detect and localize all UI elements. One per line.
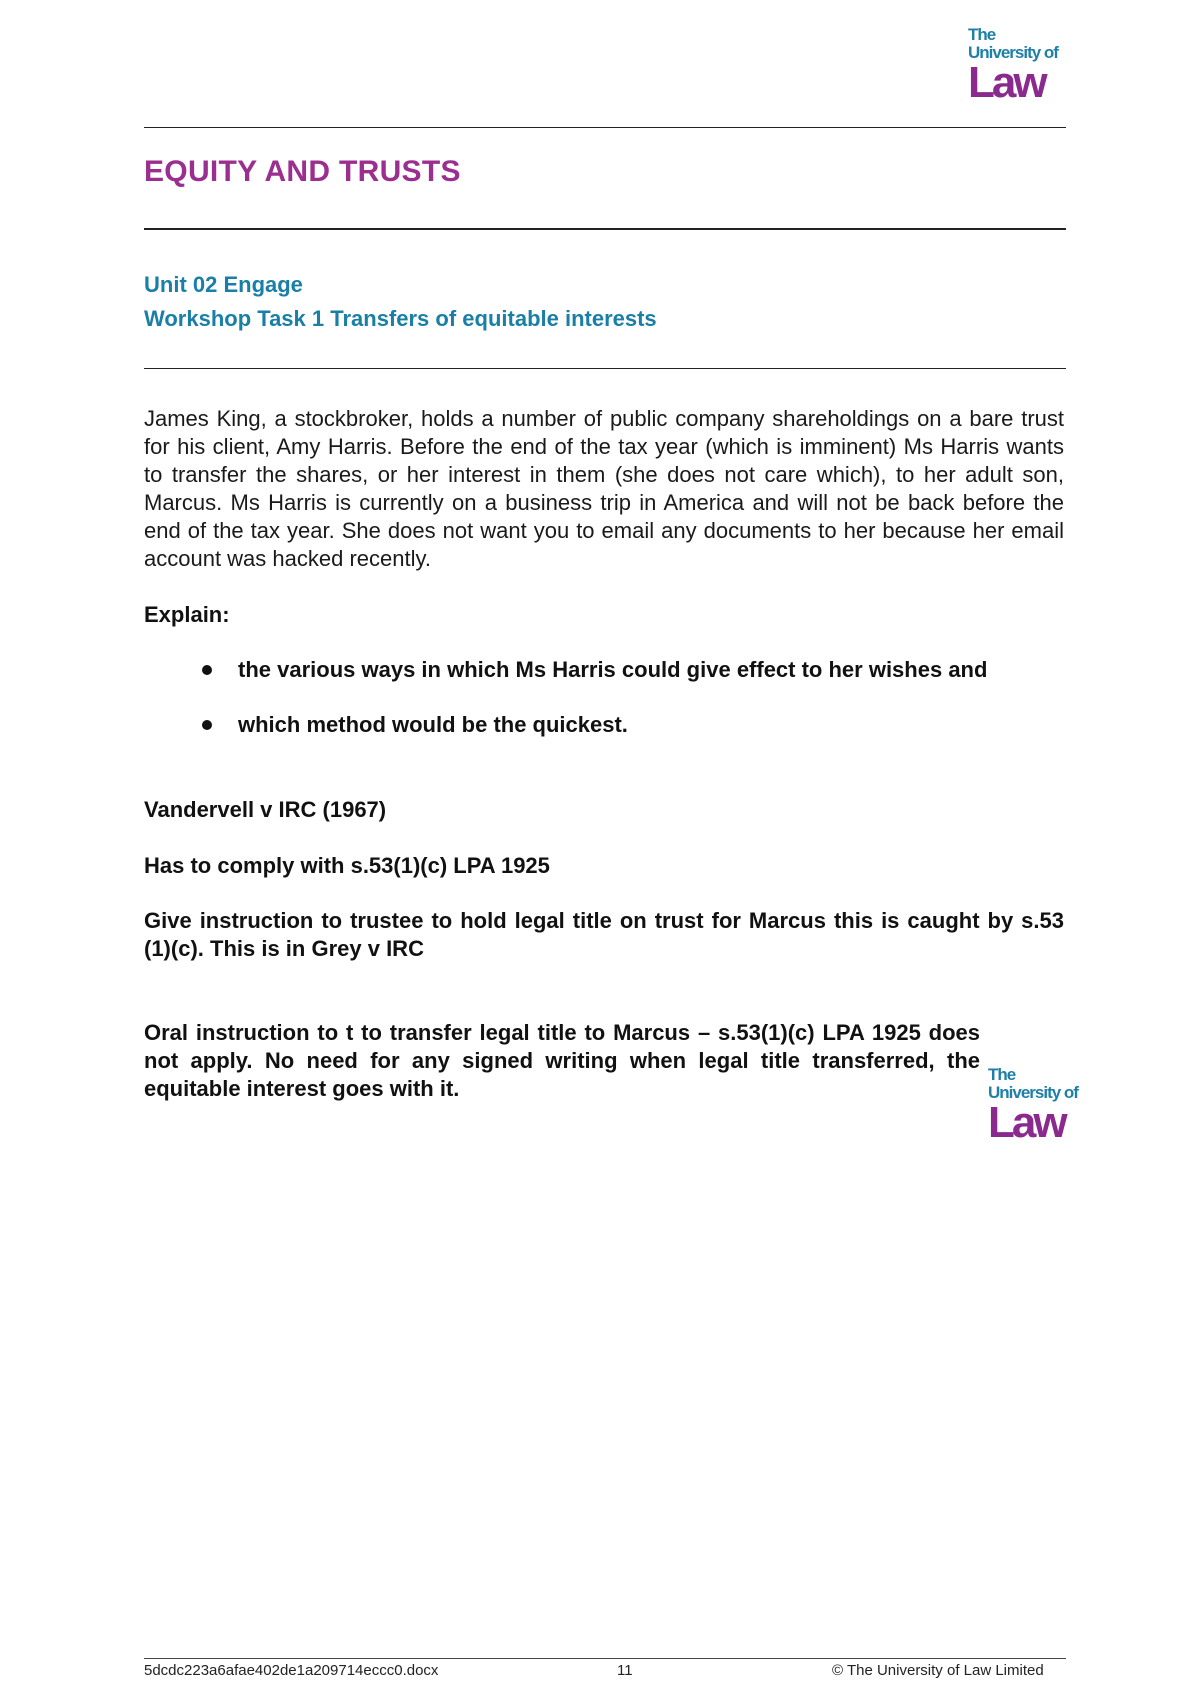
note-case: Vandervell v IRC (1967) xyxy=(144,797,387,822)
list-item xyxy=(144,711,1064,739)
note-comply: Has to comply with s.53(1)(c) LPA 1925 xyxy=(144,853,550,878)
footer-page-number: 11 xyxy=(617,1662,633,1679)
scenario-paragraph: James King, a stockbroker, holds a number of public company shareholdings on a bare trust for his client, Amy Harris. Before the end of the tax year (which is imminent) Ms Harris wants to transfer the shares, or her interest in them (she does not care which), to her adult son, Marcus. Ms Harris is currently on a business trip in America and will not be back before the end of the tax year. She does not want you to email any documents to her because her email account was hacked recently. xyxy=(144,406,1064,571)
unit-heading: Unit 02 Engage xyxy=(144,272,303,297)
list-item-text: the various ways in which Ms Harris could give effect to her wishes and xyxy=(238,657,988,682)
explain-label: Explain: xyxy=(144,602,230,627)
bullet-icon xyxy=(202,665,212,675)
header-divider xyxy=(144,127,1066,128)
logo-line-university: University of xyxy=(988,1083,1078,1102)
logo-line-the: The xyxy=(968,25,996,44)
logo-line-law: Law xyxy=(968,58,1045,107)
note-oral-instruction-text: Oral instruction to t to transfer legal title to Marcus – s.53(1)(c) LPA 1925 does not apply. No need for any signed writing when legal title transferred, the equitable interest goes with it. xyxy=(144,1020,980,1101)
university-of-law-logo xyxy=(968,25,1058,107)
logo-line-the: The xyxy=(988,1065,1016,1084)
footer-divider xyxy=(144,1658,1066,1659)
logo-line-law: Law xyxy=(988,1098,1065,1147)
university-of-law-logo-secondary xyxy=(988,1065,1078,1147)
note-oral-instruction xyxy=(144,1019,1064,1103)
list-item-text: which method would be the quickest. xyxy=(238,712,628,737)
title-divider xyxy=(144,228,1066,230)
bullet-icon xyxy=(202,720,212,730)
section-divider xyxy=(144,368,1066,369)
footer-filename: 5dcdc223a6afae402de1a209714eccc0.docx xyxy=(144,1662,439,1679)
explain-list xyxy=(144,656,1064,766)
list-item xyxy=(144,656,1064,684)
logo-line-university: University of xyxy=(968,43,1058,62)
task-heading: Workshop Task 1 Transfers of equitable interests xyxy=(144,306,657,331)
footer-copyright: © The University of Law Limited xyxy=(832,1662,1044,1679)
note-instruction: Give instruction to trustee to hold legal title on trust for Marcus this is caught by s.53 (1)(c). This is in Grey v IRC xyxy=(144,908,1064,961)
document-title: EQUITY AND TRUSTS xyxy=(144,155,461,188)
